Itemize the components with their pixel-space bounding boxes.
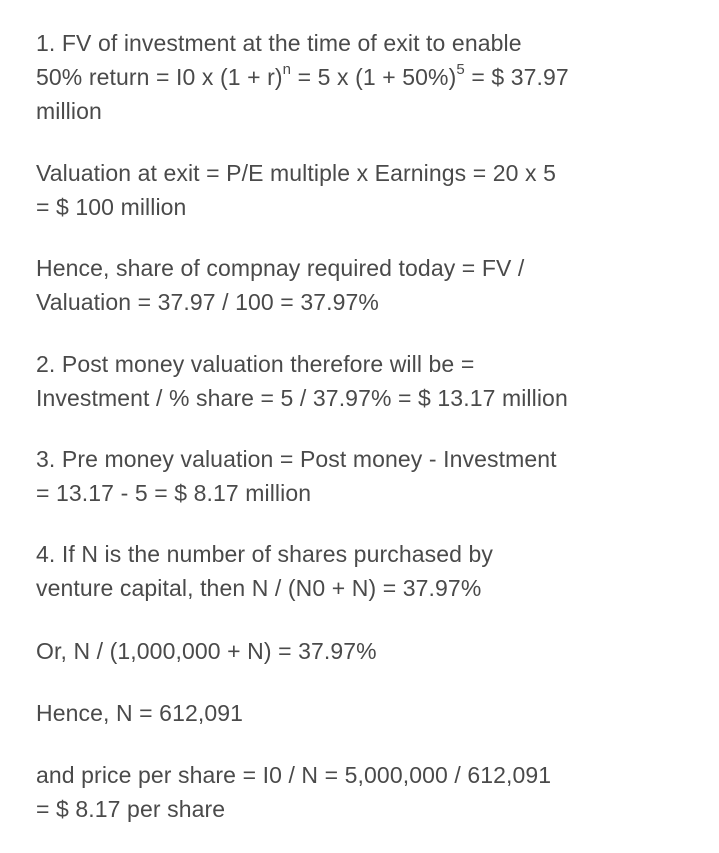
result-n-paragraph [36, 696, 696, 730]
step-3-line-1: 3. Pre money valuation = Post money - Investment [36, 446, 557, 472]
equation-line: Or, N / (1,000,000 + N) = 37.97% [36, 638, 377, 664]
share-required-line-2: Valuation = 37.97 / 100 = 37.97% [36, 289, 379, 315]
valuation-line-1: Valuation at exit = P/E multiple x Earnings = 20 x 5 [36, 160, 557, 186]
exponent-5: 5 [456, 61, 465, 79]
equation-paragraph [36, 634, 696, 668]
step-4-line-1: 4. If N is the number of shares purchased by [36, 541, 493, 567]
step-2-line-1: 2. Post money valuation therefore will be = [36, 351, 475, 377]
step-1-formula-c: = $ 37.97 [464, 64, 569, 90]
price-line-2: = $ 8.17 per share [36, 796, 226, 822]
step-3-paragraph [36, 442, 696, 510]
share-required-paragraph [36, 251, 696, 319]
price-per-share-paragraph [36, 758, 696, 826]
step-1-line-1: 1. FV of investment at the time of exit to enable [36, 30, 522, 56]
valuation-line-2: = $ 100 million [36, 194, 187, 220]
result-n-line: Hence, N = 612,091 [36, 700, 244, 726]
share-required-line-1: Hence, share of compnay required today = FV / [36, 255, 525, 281]
step-1-formula-a: 50% return = I0 x (1 + r) [36, 64, 283, 90]
exponent-n: n [282, 61, 292, 79]
step-2-paragraph [36, 347, 696, 415]
step-1-paragraph [36, 26, 696, 128]
valuation-paragraph [36, 156, 696, 224]
step-1-line-3: million [36, 98, 102, 124]
step-3-line-2: = 13.17 - 5 = $ 8.17 million [36, 480, 312, 506]
step-1-line-2 [36, 60, 696, 94]
solution-document [36, 26, 696, 853]
step-1-formula-b: = 5 x (1 + 50%) [291, 64, 457, 90]
price-line-1: and price per share = I0 / N = 5,000,000 / 612,091 [36, 762, 552, 788]
step-2-line-2: Investment / % share = 5 / 37.97% = $ 13.17 million [36, 385, 568, 411]
step-4-line-2: venture capital, then N / (N0 + N) = 37.97% [36, 575, 482, 601]
step-4-paragraph [36, 537, 696, 605]
